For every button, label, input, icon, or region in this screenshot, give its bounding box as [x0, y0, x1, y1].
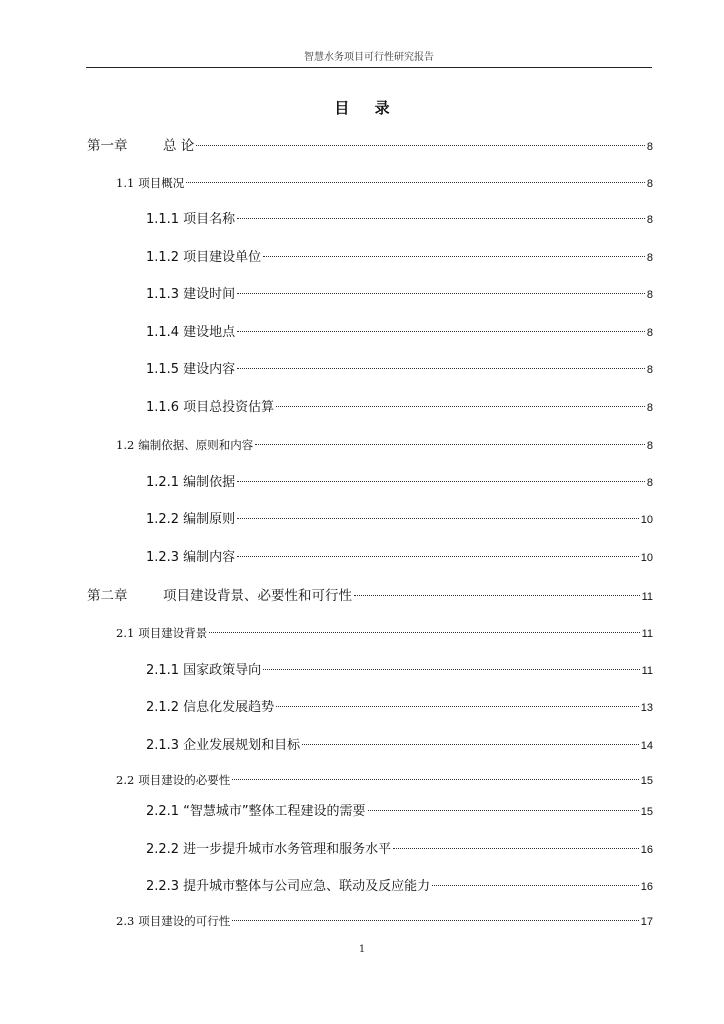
toc-entry-number: 2.3 — [116, 914, 135, 928]
toc-entry-1-1-3[interactable] — [146, 286, 653, 304]
toc-entry-page: 16 — [640, 881, 653, 893]
toc-entry-title: 编制原则 — [183, 512, 236, 527]
toc-entry-number: 2.2.2 — [146, 842, 180, 857]
dot-leader — [276, 706, 639, 707]
toc-entry-number: 2.2 — [116, 773, 135, 787]
toc-entry-2-1-1[interactable] — [146, 662, 653, 680]
dot-leader — [237, 518, 639, 519]
dot-leader — [255, 444, 645, 445]
toc-entry-page: 8 — [646, 440, 653, 452]
toc-entry-2-1-3[interactable] — [146, 737, 653, 755]
dot-leader — [354, 595, 640, 596]
toc-entry-page: 11 — [641, 665, 653, 677]
toc-entry-page: 8 — [646, 327, 653, 339]
toc-entry-page: 8 — [646, 252, 653, 264]
dot-leader — [237, 331, 645, 332]
toc-entry-2-3[interactable] — [116, 912, 653, 930]
toc-entry-number: 2.1.2 — [146, 700, 180, 715]
toc-entry-title: 编制内容 — [183, 550, 236, 565]
toc-entry-title: 项目概况 — [138, 176, 185, 190]
dot-leader — [368, 810, 639, 811]
toc-entry-number: 2.1.3 — [146, 738, 180, 753]
toc-entry-title: 项目建设的可行性 — [138, 914, 231, 928]
toc-entry-title: 项目名称 — [183, 212, 236, 227]
toc-entry-page: 8 — [646, 141, 653, 153]
toc-entry-number: 第二章 — [87, 588, 128, 604]
toc-entry-number: 1.1.3 — [146, 287, 180, 302]
dot-leader — [263, 256, 645, 257]
dot-leader — [232, 920, 638, 921]
dot-leader — [209, 632, 639, 633]
toc-entry-number: 2.1.1 — [146, 663, 180, 678]
toc-entry-number: 1.1.2 — [146, 250, 180, 265]
toc-entry-number: 1.2.2 — [146, 512, 180, 527]
toc-entry-2-2-2[interactable] — [146, 841, 653, 859]
dot-leader — [237, 368, 645, 369]
toc-entry-2-2-3[interactable] — [146, 878, 653, 896]
toc-entry-1-1-2[interactable] — [146, 249, 653, 267]
toc-entry-2-2-1[interactable] — [146, 803, 653, 821]
toc-entry-page: 15 — [640, 775, 653, 787]
toc-entry-2-1[interactable] — [116, 624, 653, 642]
toc-entry-1-1-6[interactable] — [146, 399, 653, 417]
dot-leader — [237, 481, 645, 482]
toc-entry-page: 10 — [640, 514, 653, 526]
toc-entry-number: 1.1 — [116, 176, 135, 190]
dot-leader — [237, 293, 645, 294]
toc-entry-number: 1.2 — [116, 438, 135, 452]
toc-entry-title: 项目建设单位 — [183, 250, 262, 265]
toc-title: 目 录 — [334, 99, 400, 117]
dot-leader — [237, 556, 639, 557]
toc-entry-page: 11 — [641, 628, 653, 640]
toc-entry-page: 8 — [646, 178, 653, 190]
toc-entry-number: 1.1.4 — [146, 325, 180, 340]
toc-entry-title: 项目建设的必要性 — [138, 773, 231, 787]
toc-entry-1-2-3[interactable] — [146, 549, 653, 567]
toc-entry-page: 11 — [641, 591, 653, 603]
toc-entry-1-1-4[interactable] — [146, 324, 653, 342]
toc-entry-title: 企业发展规划和目标 — [183, 738, 301, 753]
toc-entry-title: 建设时间 — [183, 287, 236, 302]
toc-entry-title: 建设地点 — [183, 325, 236, 340]
toc-entry-chapter-1[interactable] — [87, 137, 653, 155]
dot-leader — [393, 848, 639, 849]
toc-entry-page: 8 — [646, 214, 653, 226]
toc-entry-title: 编制依据、原则和内容 — [138, 438, 254, 452]
toc-entry-page: 16 — [640, 844, 653, 856]
toc-entry-title: 信息化发展趋势 — [183, 700, 275, 715]
dot-leader — [302, 744, 639, 745]
dot-leader — [432, 885, 639, 886]
toc-entry-1-1[interactable] — [116, 174, 653, 192]
toc-entry-chapter-2[interactable] — [87, 587, 653, 605]
toc-entry-number: 1.1.6 — [146, 400, 180, 415]
dot-leader — [263, 669, 639, 670]
toc-entry-title: 进一步提升城市水务管理和服务水平 — [183, 842, 392, 857]
toc-entry-title: 提升城市整体与公司应急、联动及反应能力 — [183, 879, 431, 894]
dot-leader — [237, 218, 645, 219]
toc-entry-number: 1.1.5 — [146, 362, 180, 377]
toc-entry-number: 1.2.3 — [146, 550, 180, 565]
toc-entry-page: 8 — [646, 289, 653, 301]
toc-entry-page: 17 — [640, 916, 653, 928]
toc-entry-1-1-5[interactable] — [146, 361, 653, 379]
dot-leader — [196, 145, 645, 146]
toc-entry-title: 项目建设背景 — [138, 626, 208, 640]
toc-entry-page: 10 — [640, 552, 653, 564]
toc-entry-title: 编制依据 — [183, 475, 236, 490]
toc-entry-1-2-2[interactable] — [146, 511, 653, 529]
header-rule — [86, 67, 652, 68]
toc-entry-number: 2.2.1 — [146, 804, 180, 819]
dot-leader — [232, 779, 638, 780]
toc-entry-page: 13 — [640, 702, 653, 714]
toc-entry-title: 国家政策导向 — [183, 663, 262, 678]
toc-entry-number: 2.2.3 — [146, 879, 180, 894]
toc-entry-1-2[interactable] — [116, 436, 653, 454]
dot-leader — [186, 182, 645, 183]
toc-entry-1-1-1[interactable] — [146, 211, 653, 229]
toc-entry-title: “智慧城市”整体工程建设的需要 — [183, 804, 366, 819]
toc-entry-number: 1.1.1 — [146, 212, 180, 227]
toc-entry-number: 2.1 — [116, 626, 135, 640]
toc-entry-title: 建设内容 — [183, 362, 236, 377]
toc-entry-number: 第一章 — [87, 138, 128, 154]
toc-entry-title: 项目建设背景、必要性和可行性 — [163, 588, 352, 604]
dot-leader — [276, 406, 645, 407]
toc-entry-page: 15 — [640, 806, 653, 818]
toc-entry-1-2-1[interactable] — [146, 474, 653, 492]
toc-entry-title: 总 论 — [163, 138, 195, 154]
toc-entry-title: 项目总投资估算 — [183, 400, 275, 415]
toc-entry-2-2[interactable] — [116, 771, 653, 789]
toc-entry-page: 14 — [640, 740, 653, 752]
page-number: 1 — [358, 944, 366, 955]
toc-entry-number: 1.2.1 — [146, 475, 180, 490]
toc-entry-2-1-2[interactable] — [146, 699, 653, 717]
toc-entry-page: 8 — [646, 402, 653, 414]
toc-entry-page: 8 — [646, 477, 653, 489]
toc-entry-page: 8 — [646, 364, 653, 376]
running-header: 智慧水务项目可行性研究报告 — [304, 52, 434, 63]
